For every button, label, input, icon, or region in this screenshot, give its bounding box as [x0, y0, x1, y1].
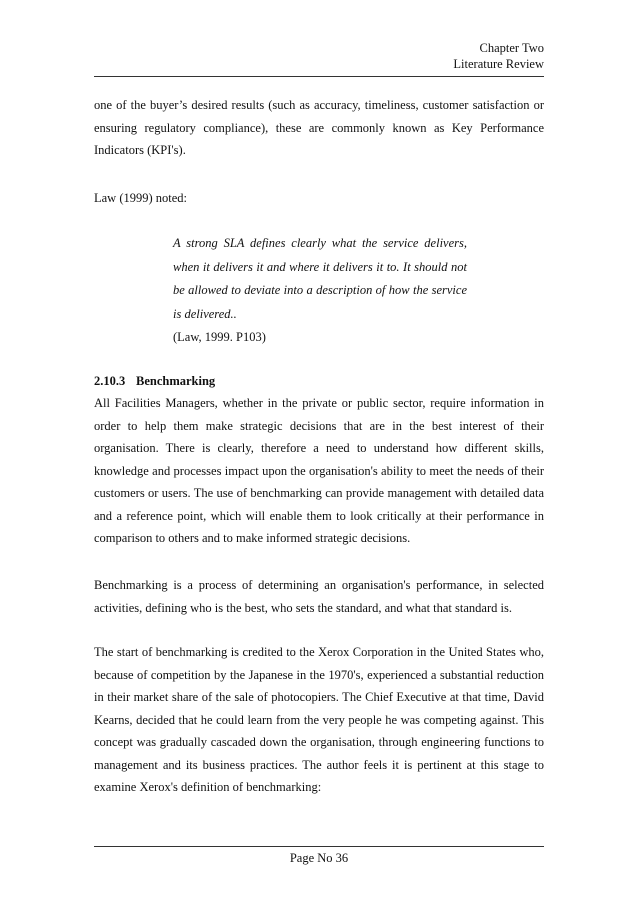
paragraph-xerox-history	[94, 641, 544, 799]
paragraph-kpi	[94, 94, 544, 162]
paragraph-text: one of the buyer’s desired results (such as accuracy, timeliness, customer satisfaction or ensuring regulatory compliance), these are commonly known as Key Performance Indicators (KPI's).	[94, 98, 544, 157]
paragraph-facilities-managers	[94, 392, 544, 550]
block-quote: A strong SLA defines clearly what the service delivers, when it delivers it and where it delivers it to. It should not be allowed to deviate into a description of how the service is delivered..	[173, 236, 467, 321]
section-label: Literature Review	[453, 57, 544, 71]
page-header	[453, 40, 544, 72]
paragraph-text: Law (1999) noted:	[94, 191, 188, 205]
paragraph-benchmarking-definition	[94, 574, 544, 619]
section-number: 2.10.3	[94, 374, 126, 388]
header-divider	[94, 76, 544, 77]
quote-citation: (Law, 1999. P103)	[173, 330, 266, 344]
paragraph-law-intro	[94, 187, 544, 210]
section-heading	[94, 371, 215, 391]
page-number: Page No 36	[289, 851, 349, 865]
section-title: Benchmarking	[136, 374, 216, 388]
paragraph-text: The start of benchmarking is credited to the Xerox Corporation in the United States who, because of competition by the Japanese in the 1970's, experienced a substantial reduction in their market share of the sale of photocopiers. The Chief Executive at that time, David Kearns, decided that he could learn from the very people he was competing against. This concept was gradually cascaded down the organisation, through engineering functions to management and its business practices. The author feels it is pertinent at this stage to examine Xerox's definition of benchmarking:	[94, 645, 544, 794]
chapter-label: Chapter Two	[479, 41, 544, 55]
footer-divider	[94, 846, 544, 847]
paragraph-text: Benchmarking is a process of determining an organisation's performance, in selected activities, defining who is the best, who sets the standard, and what that standard is.	[94, 578, 544, 615]
paragraph-text: All Facilities Managers, whether in the private or public sector, require information in order to help them make strategic decisions that are in the best interest of their organisation. There is clearly, therefore a need to understand how different skills, knowledge and processes impact upon the organisation's ability to meet the needs of their customers or users. The use of benchmarking can provide management with detailed data and a reference point, which will enable them to look critically at their performance in comparison to others and to make informed strategic decisions.	[94, 396, 544, 545]
